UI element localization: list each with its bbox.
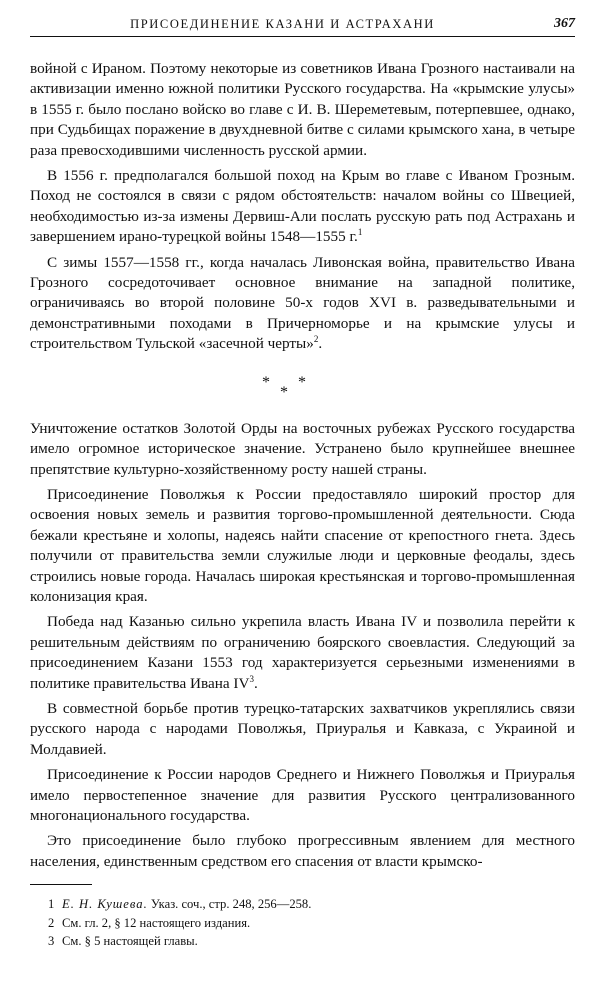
footnote — [48, 914, 575, 933]
paragraph-text: Присоединение Поволжья к России предоставляло широкий простор для освоения новых земель и развития торгово-промышленной деятельности. Сюда бежали крестьяне и холопы, надеясь найти спасение от крепостного гнета. Здесь получили от правительства земли служилые люди и церковные феодалы, здесь строились новые города. Началась широкая крестьянская и торгово-промышленная колонизация края. — [30, 485, 575, 605]
footnote-divider — [30, 884, 92, 885]
paragraph-text: Победа над Казанью сильно укрепила власть Ивана IV и позволила перейти к решительным действиям по ограничению боярского своевластия. Следующий за присоединением Казани 1553 год характеризуется серьезными изменениями в политике правительства Ивана IV — [30, 613, 575, 692]
paragraph-text: В 1556 г. предполагался большой поход на Крым во главе с Иваном Грозным. Поход не состоялся в связи с рядом обстоятельств: началом войны со Швецией, необходимостью из-за измены Дервиш-Али послать русскую рать под Астрахань и завершением ирано-турецкой войны 1548—1555 г. — [30, 167, 575, 246]
page-header — [30, 14, 575, 37]
paragraph — [30, 166, 575, 248]
paragraph — [30, 59, 575, 161]
footnote — [48, 895, 575, 914]
footnote-text: Указ. соч., стр. 248, 256—258. — [147, 897, 312, 912]
footnote-number: 3 — [48, 934, 55, 949]
paragraph-text: Присоединение к России народов Среднего и Нижнего Поволжья и Приуралья имело первостепенное значение для развития Русского централизованного многонационального государства. — [30, 766, 575, 824]
paragraph — [30, 419, 575, 480]
footnote-marker[interactable]: 3 — [249, 673, 254, 684]
paragraph — [30, 765, 575, 826]
paragraph — [30, 831, 575, 872]
asterism-star: * — [262, 373, 270, 391]
paragraph-end-punctuation: . — [253, 674, 258, 692]
paragraph-text: В совместной борьбе против турецко-татарских захватчиков укреплялись связи русского народа с народами Поволжья, Приуралья и Кавказа, с Украиной и Молдавией. — [30, 699, 575, 758]
paragraph — [30, 612, 575, 694]
footnote-number: 2 — [48, 915, 55, 930]
footnote-text: См. § 5 настоящей главы. — [62, 934, 198, 949]
paragraph-text: Это присоединение было глубоко прогрессивным явлением для местного населения, единственным средством его спасения от власти крымско- — [30, 832, 575, 870]
paragraph-text: Уничтожение остатков Золотой Орды на восточных рубежах Русского государства имело огромное историческое значение. Устранено было крупнейшее внешнее препятствие культурно-хозяйственному росту нашей страны. — [30, 419, 575, 478]
footnote — [48, 932, 575, 951]
footnote-marker[interactable]: 2 — [313, 334, 319, 345]
footnote-marker[interactable]: 1 — [357, 227, 363, 238]
running-head: ПРИСОЕДИНЕНИЕ КАЗАНИ И АСТРАХАНИ — [130, 17, 435, 31]
footnote-text: См. гл. 2, § 12 настоящего издания. — [62, 915, 251, 930]
footnote-author: Е. Н. Кушева. — [62, 897, 148, 912]
footnote-number: 1 — [48, 897, 55, 912]
paragraph-text: войной с Ираном. Поэтому некоторые из советников Ивана Грозного настаивали на активизации именно южной политики Русского государства. На «крымские улусы» в 1555 г. было послано войско во главе с И. В. Шереметевым, потерпевшее, однако, при Судьбищах поражение в двухдневной битве с силами крымского хана, в четыре раза превосходившими численность русской армии. — [30, 60, 575, 159]
main-text — [30, 59, 575, 872]
page-number: 367 — [554, 16, 575, 31]
asterism-star: * — [280, 383, 288, 401]
paragraph — [30, 485, 575, 607]
paragraph — [30, 699, 575, 760]
asterism-star: * — [298, 373, 306, 391]
paragraph-text: С зимы 1557—1558 гг., когда началась Ливонская война, правительство Ивана Грозного сосредоточивает основное внимание на западной политике, ограничиваясь во второй половине 50-х годов XVI в. разведывательными и демонстративными походами в Причерноморье и на крымские улусы и строительством Тульской «засечной черты» — [30, 253, 575, 353]
paragraph — [30, 253, 575, 355]
section-asterism — [30, 369, 575, 413]
paragraph-end-punctuation: . — [318, 335, 323, 353]
book-page — [30, 14, 575, 951]
footnotes — [30, 895, 575, 951]
